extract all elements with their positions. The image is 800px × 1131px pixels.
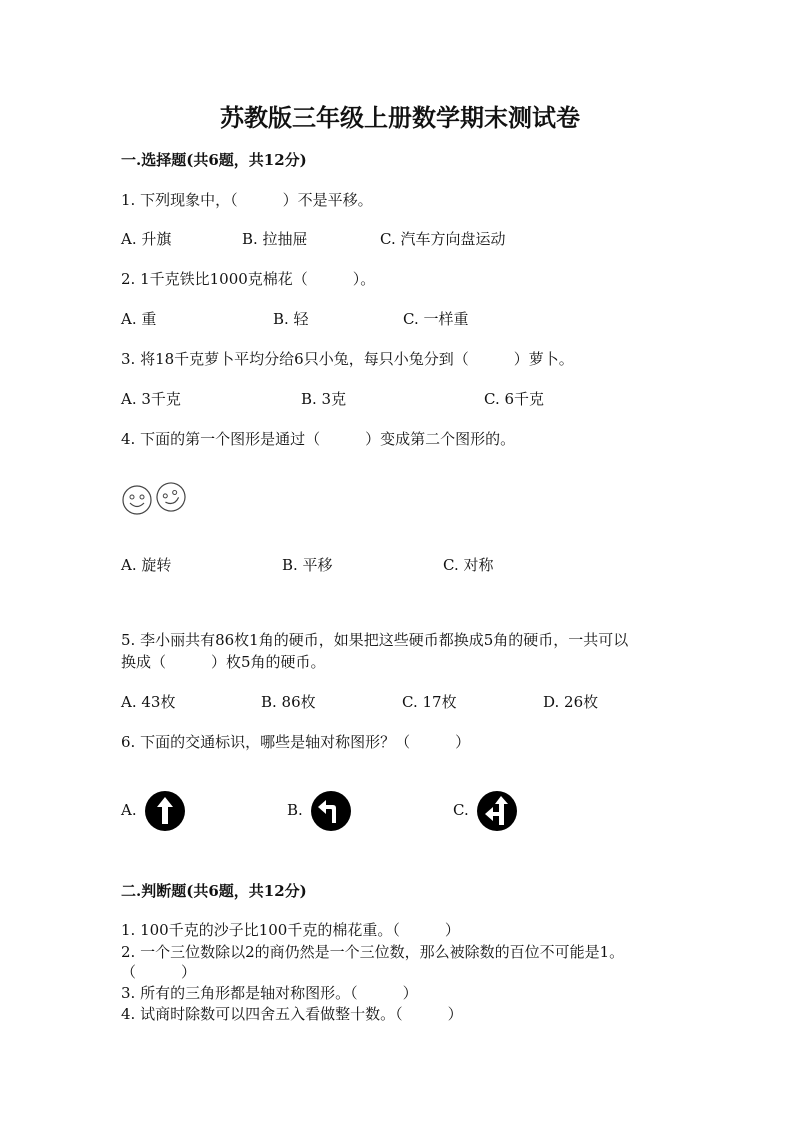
option-c: C. 6千克 <box>484 390 545 408</box>
straight-or-left-sign-icon <box>476 790 518 832</box>
option-a: A. 升旗 <box>121 230 172 248</box>
option-c: C. 对称 <box>443 556 494 574</box>
section-heading-judgement: 二.判断题(共6题，共12分) <box>121 882 307 900</box>
section-heading-choice: 一.选择题(共6题，共12分) <box>121 151 307 169</box>
option-a: A. <box>121 801 137 819</box>
option-d: D. 26枚 <box>543 693 599 711</box>
option-b: B. 轻 <box>273 310 309 328</box>
page-title: 苏教版三年级上册数学期末测试卷 <box>220 103 580 132</box>
question-stem-line1: 5. 李小丽共有86枚1角的硬币，如果把这些硬币都换成5角的硬币，一共可以 <box>121 631 629 649</box>
judgement-item: 3. 所有的三角形都是轴对称图形。（ ） <box>121 984 418 1002</box>
option-b: B. 3克 <box>301 390 347 408</box>
straight-arrow-sign-icon <box>144 790 186 832</box>
smiley-face-rotated-icon <box>153 479 189 515</box>
question-stem: 1. 下列现象中，（ ）不是平移。 <box>121 191 373 209</box>
left-turn-sign-icon <box>310 790 352 832</box>
smiley-figures <box>120 482 190 516</box>
option-b: B. 平移 <box>282 556 333 574</box>
option-c: C. <box>453 801 469 819</box>
option-b: B. 拉抽屉 <box>242 230 308 248</box>
question-stem: 3. 将18千克萝卜平均分给6只小兔，每只小兔分到（ ）萝卜。 <box>121 350 574 368</box>
option-b: B. <box>287 801 303 819</box>
option-a: A. 旋转 <box>121 556 172 574</box>
option-a: A. 43枚 <box>121 693 176 711</box>
question-stem: 6. 下面的交通标识，哪些是轴对称图形？（ ） <box>121 733 471 751</box>
judgement-item: （ ） <box>121 963 197 981</box>
smiley-face-icon <box>123 486 151 514</box>
question-stem-line2: 换成（ ）枚5角的硬币。 <box>121 653 326 671</box>
option-c: C. 汽车方向盘运动 <box>380 230 506 248</box>
option-b: B. 86枚 <box>261 693 316 711</box>
option-a: A. 3千克 <box>121 390 181 408</box>
option-c: C. 17枚 <box>402 693 457 711</box>
question-stem: 4. 下面的第一个图形是通过（ ）变成第二个图形的。 <box>121 430 516 448</box>
judgement-item: 2. 一个三位数除以2的商仍然是一个三位数，那么被除数的百位不可能是1。 <box>121 943 625 961</box>
option-c: C. 一样重 <box>403 310 469 328</box>
judgement-item: 4. 试商时除数可以四舍五入看做整十数。（ ） <box>121 1005 463 1023</box>
option-a: A. 重 <box>121 310 157 328</box>
question-stem: 2. 1千克铁比1000克棉花（ ）。 <box>121 270 376 288</box>
judgement-item: 1. 100千克的沙子比100千克的棉花重。（ ） <box>121 921 460 939</box>
